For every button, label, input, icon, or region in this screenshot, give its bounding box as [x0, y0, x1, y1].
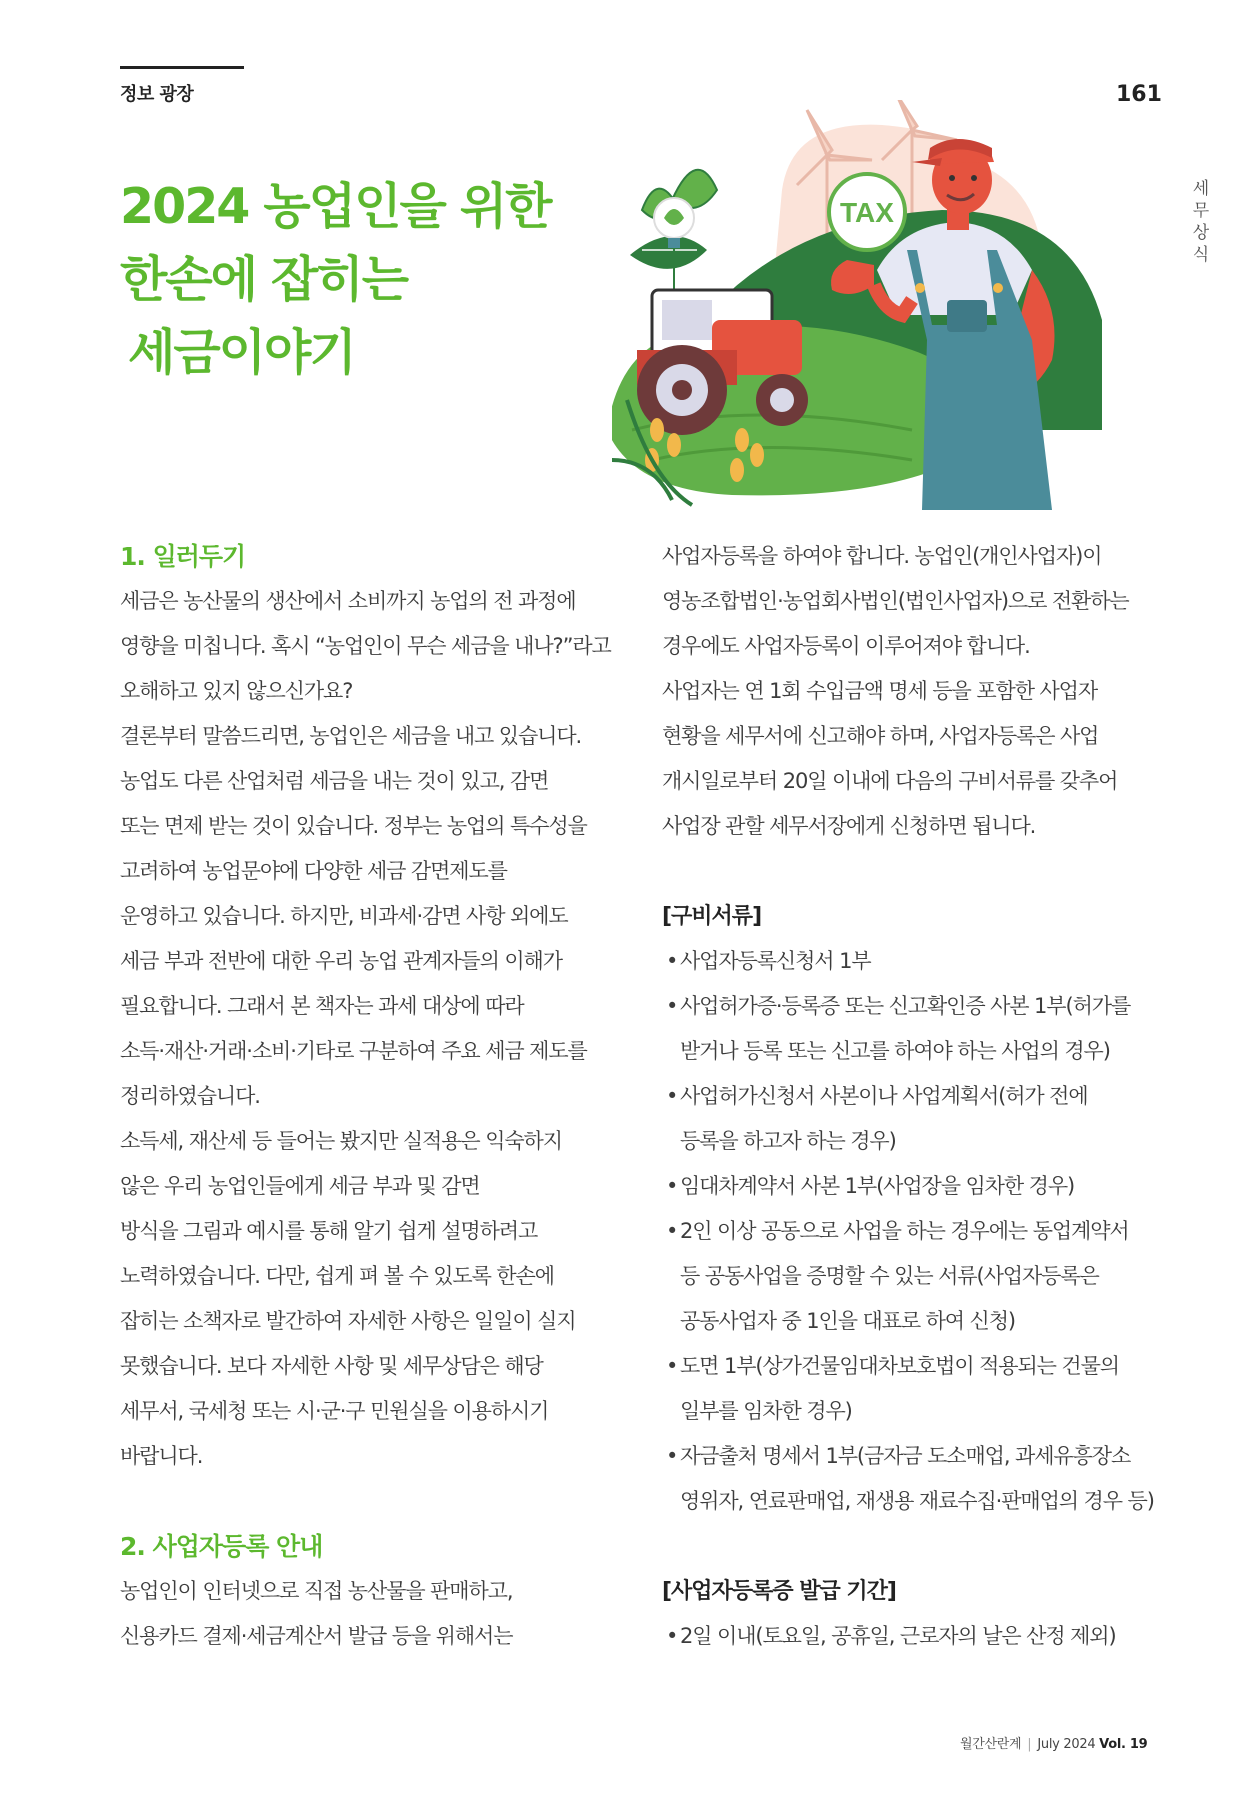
document-item: [662, 939, 1172, 984]
title-line-2: 한손에 잡히는: [120, 251, 408, 308]
side-tab-char: 식: [1192, 245, 1210, 265]
required-documents-list: [662, 939, 1172, 1524]
document-item-cont: 일부를 임차한 경우): [680, 1399, 852, 1423]
text-line: 방식을 그림과 예시를 통해 알기 쉽게 설명하려고: [120, 1219, 538, 1243]
document-item-cont: 받거나 등록 또는 신고를 하여야 하는 사업의 경우): [680, 1039, 1110, 1063]
article-title: [120, 170, 551, 389]
text-line: 결론부터 말씀드리면, 농업인은 세금을 내고 있습니다.: [120, 724, 582, 748]
bullet-dot: •: [666, 1444, 678, 1468]
document-item: [662, 1164, 1172, 1209]
text-line: 못했습니다. 보다 자세한 사항 및 세무상담은 해당: [120, 1354, 543, 1378]
side-tab-label: [1190, 178, 1212, 266]
text-line: 농업인이 인터넷으로 직접 농산물을 판매하고,: [120, 1579, 513, 1603]
paragraph-notes: [120, 579, 620, 1479]
text-line: 오해하고 있지 않으신가요?: [120, 679, 353, 703]
issue-date: July 2024: [1037, 1737, 1096, 1752]
text-line: 경우에도 사업자등록이 이루어져야 합니다.: [662, 634, 1030, 658]
magazine-name: 월간산란계: [960, 1737, 1022, 1752]
section-heading-registration: 2. 사업자등록 안내: [120, 1532, 323, 1561]
text-line: 소득세, 재산세 등 들어는 봤지만 실적용은 익숙하지: [120, 1129, 562, 1153]
left-column: [120, 534, 620, 1659]
bullet-text: 2일 이내(토요일, 공휴일, 근로자의 날은 산정 제외): [680, 1624, 1116, 1648]
text-line: 농업도 다른 산업처럼 세금을 내는 것이 있고, 감면: [120, 769, 549, 793]
bullet-text: 임대차계약서 사본 1부(사업장을 임차한 경우): [680, 1174, 1075, 1198]
bullet-text: 자금출처 명세서 1부(금자금 도소매업, 과세유흥장소: [680, 1444, 1131, 1468]
title-line-3: 세금이야기: [128, 324, 355, 381]
bullet-text: 사업허가신청서 사본이나 사업계획서(허가 전에: [680, 1084, 1088, 1108]
text-line: 소득·재산·거래·소비·기타로 구분하여 주요 세금 제도를: [120, 1039, 587, 1063]
bullet-dot: •: [666, 994, 678, 1018]
text-line: 잡히는 소책자로 발간하여 자세한 사항은 일일이 실지: [120, 1309, 576, 1333]
text-line: 개시일로부터 20일 이내에 다음의 구비서류를 갖추어: [662, 769, 1118, 793]
period-item: [662, 1614, 1172, 1659]
side-tab-char: 무: [1192, 201, 1210, 221]
issue-period-heading: [사업자등록증 발급 기간]: [662, 1579, 896, 1604]
side-tab-char: 세: [1192, 179, 1210, 199]
text-line: 않은 우리 농업인들에게 세금 부과 및 감면: [120, 1174, 480, 1198]
document-item-cont: 등 공동사업을 증명할 수 있는 서류(사업자등록은: [680, 1264, 1099, 1288]
section-name: 정보 광장: [120, 84, 194, 105]
page-number: 161: [1116, 82, 1162, 107]
issue-volume: Vol. 19: [1099, 1737, 1148, 1752]
bullet-dot: •: [666, 1219, 678, 1243]
text-line: 영향을 미칩니다. 혹시 “농업인이 무슨 세금을 내나?”라고: [120, 634, 611, 658]
text-line: 운영하고 있습니다. 하지만, 비과세·감면 사항 외에도: [120, 904, 568, 928]
text-line: 노력하였습니다. 다만, 쉽게 펴 볼 수 있도록 한손에: [120, 1264, 554, 1288]
text-line: 영농조합법인·농업회사법인(법인사업자)으로 전환하는: [662, 589, 1129, 613]
text-line: 사업장 관할 세무서장에게 신청하면 됩니다.: [662, 814, 1036, 838]
document-item-cont: 등록을 하고자 하는 경우): [680, 1129, 896, 1153]
text-line: 또는 면제 받는 것이 있습니다. 정부는 농업의 특수성을: [120, 814, 587, 838]
text-line: 사업자는 연 1회 수입금액 명세 등을 포함한 사업자: [662, 679, 1098, 703]
document-item-cont: 공동사업자 중 1인을 대표로 하여 신청): [680, 1309, 1016, 1333]
side-tab-char: 상: [1192, 223, 1210, 243]
bullet-dot: •: [666, 1354, 678, 1378]
document-item-cont: 영위자, 연료판매업, 재생용 재료수집·판매업의 경우 등): [680, 1489, 1154, 1513]
bullet-text: 사업자등록신청서 1부: [680, 949, 871, 973]
text-line: 세금은 농산물의 생산에서 소비까지 농업의 전 과정에: [120, 589, 576, 613]
title-line-1: 2024 농업인을 위한: [120, 178, 551, 235]
required-documents-heading: [구비서류]: [662, 904, 762, 929]
document-item: [662, 1074, 1172, 1119]
bullet-text: 도면 1부(상가건물임대차보호법이 적용되는 건물의: [680, 1354, 1119, 1378]
document-item: [662, 1209, 1172, 1254]
document-item: [662, 1344, 1172, 1389]
text-line: 신용카드 결제·세금계산서 발급 등을 위해서는: [120, 1624, 513, 1648]
text-line: 바랍니다.: [120, 1444, 203, 1468]
farmer-tax-illustration: [612, 100, 1172, 510]
right-column: [662, 534, 1172, 1659]
text-line: 필요합니다. 그래서 본 책자는 과세 대상에 따라: [120, 994, 524, 1018]
bullet-dot: •: [666, 1624, 678, 1648]
paragraph-registration-cont: [662, 534, 1172, 849]
bullet-text: 2인 이상 공동으로 사업을 하는 경우에는 동업계약서: [680, 1219, 1129, 1243]
document-item: [662, 984, 1172, 1029]
issue-period-list: [662, 1614, 1172, 1659]
text-line: 세무서, 국세청 또는 시·군·구 민원실을 이용하시기: [120, 1399, 549, 1423]
section-heading-notes: 1. 일러두기: [120, 542, 246, 571]
text-line: 현황을 세무서에 신고해야 하며, 사업자등록은 사업: [662, 724, 1099, 748]
tax-badge-text: TAX: [840, 197, 894, 228]
header-rule: [120, 66, 244, 69]
page-footer: 월간산란계 | July 2024 Vol. 19: [960, 1737, 1148, 1752]
bullet-text: 사업허가증·등록증 또는 신고확인증 사본 1부(허가를: [680, 994, 1131, 1018]
text-line: 고려하여 농업문야에 다양한 세금 감면제도를: [120, 859, 507, 883]
bullet-dot: •: [666, 949, 678, 973]
text-line: 정리하였습니다.: [120, 1084, 260, 1108]
paragraph-registration: [120, 1569, 620, 1659]
bullet-dot: •: [666, 1084, 678, 1108]
bullet-dot: •: [666, 1174, 678, 1198]
document-item: [662, 1434, 1172, 1479]
text-line: 세금 부과 전반에 대한 우리 농업 관계자들의 이해가: [120, 949, 562, 973]
text-line: 사업자등록을 하여야 합니다. 농업인(개인사업자)이: [662, 544, 1102, 568]
